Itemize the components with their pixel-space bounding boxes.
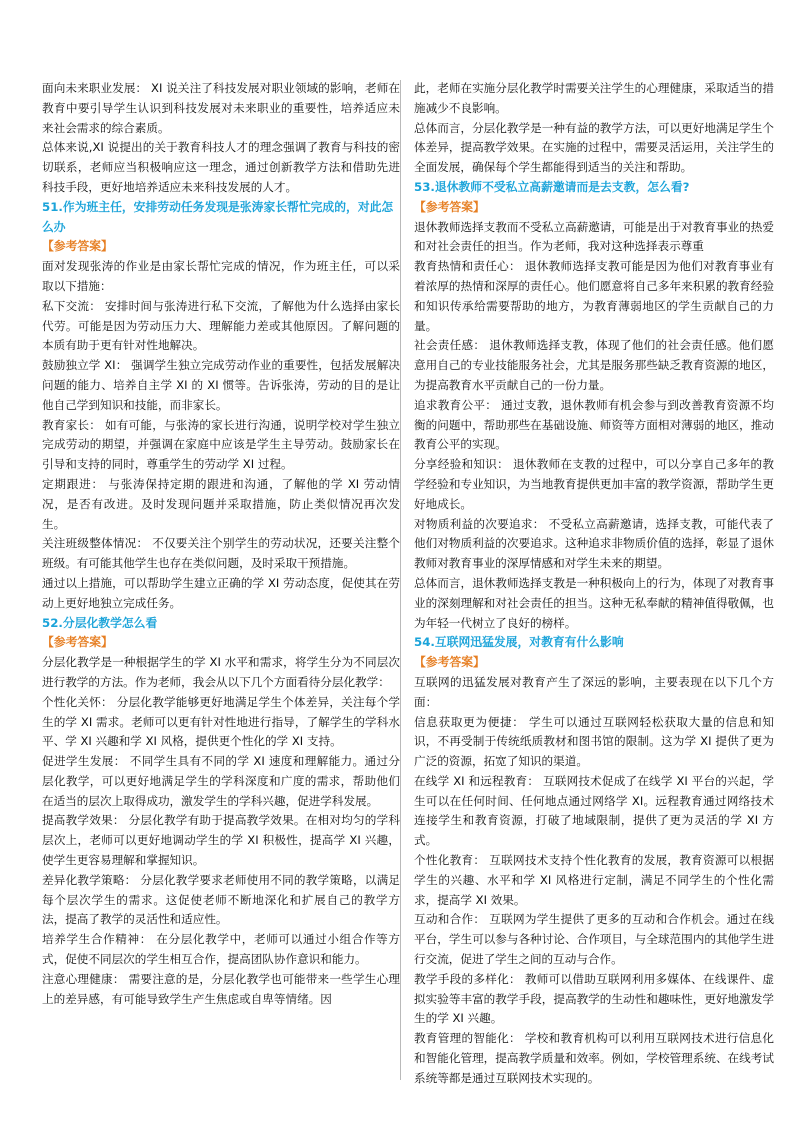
column-divider	[400, 80, 401, 1080]
paragraph: 教育管理的智能化： 学校和教育机构可以利用互联网技术进行信息化和智能化管理，提高教学质量和效率。例如，学校管理系统、在线考试系统等都是通过互联网技术实现的。	[414, 1031, 774, 1085]
question-heading: 52.分层化教学怎么看	[42, 615, 158, 630]
paragraph: 定期跟进： 与张涛保持定期的跟进和沟通，了解他的学 XI 劳动情况，是否有改进。及时发现问题并采取措施，防止类似情况再次发生。	[42, 476, 400, 531]
paragraph: 面对发现张涛的作业是由家长帮忙完成的情况，作为班主任，可以采取以下措施：	[42, 259, 400, 293]
paragraph: 教育家长： 如有可能，与张涛的家长进行沟通，说明学校对学生独立完成劳动的期望，并强调在家庭中应该是学生主导劳动。鼓励家长在引导和支持的同时，尊重学生的劳动学 XI 过程。	[42, 417, 400, 472]
reference-answer-label: 【参考答案】	[42, 239, 113, 254]
paragraph: 个性化教育： 互联网技术支持个性化教育的发展，教育资源可以根据学生的兴趣、水平和学 XI 风格进行定制，满足不同学生的个性化需求，提高学 XI 效果。	[414, 853, 774, 907]
paragraph: 分享经验和知识： 退休教师在支教的过程中，可以分享自己多年的教学经验和专业知识，为当地教育提供更加丰富的教学资源，帮助学生更好地成长。	[414, 457, 774, 511]
question-heading: 54.互联网迅猛发展，对教育有什么影响	[414, 635, 624, 650]
paragraph: 鼓励独立学 XI： 强调学生独立完成劳动作业的重要性，包括发展解决问题的能力、培养自主学 XI 的 XI 惯等。告诉张涛，劳动的目的是让他自己学到知识和技能，而非家长。	[42, 358, 400, 412]
paragraph: 信息获取更为便捷： 学生可以通过互联网轻松获取大量的信息和知识，不再受制于传统纸质教材和图书馆的限制。这为学 XI 提供了更为广泛的资源，拓宽了知识的渠道。	[414, 714, 774, 769]
paragraph: 差异化教学策略： 分层化教学要求老师使用不同的教学策略，以满足每个层次学生的需求。这促使老师不断地深化和扩展自己的教学方法，提高了教学的灵活性和适应性。	[42, 872, 400, 927]
paragraph: 提高教学效果： 分层化教学有助于提高教学效果。在相对均匀的学科层次上，老师可以更好地调动学生的学 XI 积极性，提高学 XI 兴趣，使学生更容易理解和掌握知识。	[42, 813, 400, 868]
question-heading: 51.作为班主任，安排劳动任务发现是张涛家长帮忙完成的，对此怎么办	[42, 199, 394, 234]
right-column	[414, 79, 774, 1089]
paragraph: 培养学生合作精神： 在分层化教学中，老师可以通过小组合作等方式，促使不同层次的学生相互合作，提高团队协作意识和能力。	[42, 932, 400, 967]
reference-answer-label: 【参考答案】	[414, 655, 485, 670]
paragraph: 关注班级整体情况： 不仅要关注个别学生的劳动状况，还要关注整个班级。有可能其他学生也存在类似问题，及时采取干预措施。	[42, 536, 400, 571]
paragraph: 总体而言，分层化教学是一种有益的教学方法，可以更好地满足学生个体差异，提高教学效果。在实施的过程中，需要灵活运用，关注学生的全面发展，确保每个学生都能得到适当的关注和帮助。	[414, 120, 774, 175]
paragraph: 在线学 XI 和远程教育： 互联网技术促成了在线学 XI 平台的兴起，学生可以在任何时间、任何地点通过网络学 XI。远程教育通过网络技术连接学生和教育资源，打破了地域限制，提供了更为灵活的学 XI 方式。	[414, 773, 774, 848]
reference-answer-label: 【参考答案】	[42, 635, 113, 650]
paragraph: 对物质利益的次要追求： 不受私立高薪邀请，选择支教，可能代表了他们对物质利益的次要追求。这种追求非物质价值的选择，彰显了退休教师对教育事业的深厚情感和对学生未来的期望。	[414, 516, 774, 571]
paragraph: 总体来说,XI 说提出的关于教育科技人才的理念强调了教育与科技的密切联系，老师应当积极响应这一理念，通过创新教学方法和借助先进科技手段，更好地培养适应未来科技发展的人才。	[42, 140, 400, 194]
paragraph: 教育热情和责任心： 退休教师选择支教可能是因为他们对教育事业有着浓厚的热情和深厚的责任心。他们愿意将自己多年来积累的教育经验和知识传承给需要帮助的地方，为教育薄弱地区的学生贡献自己的力量。	[414, 259, 774, 333]
reference-answer-label: 【参考答案】	[414, 199, 485, 214]
paragraph: 私下交流： 安排时间与张涛进行私下交流，了解他为什么选择由家长代劳。可能是因为劳动压力大、理解能力差或其他原因。了解问题的本质有助于更有针对性地解决。	[42, 298, 400, 353]
paragraph: 总体而言，退休教师选择支教是一种积极向上的行为，体现了对教育事业的深刻理解和对社会责任的担当。这种无私奉献的精神值得敬佩，也为年轻一代树立了良好的榜样。	[414, 575, 774, 630]
paragraph: 此，老师在实施分层化教学时需要关注学生的心理健康，采取适当的措施减少不良影响。	[414, 81, 774, 115]
paragraph: 互联网的迅猛发展对教育产生了深远的影响，主要表现在以下几个方面：	[414, 674, 774, 709]
paragraph: 社会责任感： 退休教师选择支教，体现了他们的社会责任感。他们愿意用自己的专业技能服务社会，尤其是服务那些缺乏教育资源的地区，为提高教育水平贡献自己的一份力量。	[414, 338, 774, 392]
paragraph: 分层化教学是一种根据学生的学 XI 水平和需求，将学生分为不同层次进行教学的方法。作为老师，我会从以下几个方面看待分层化教学：	[42, 655, 400, 689]
paragraph: 互动和合作： 互联网为学生提供了更多的互动和合作机会。通过在线平台，学生可以参与各种讨论、合作项目，与全球范围内的其他学生进行交流，促进了学生之间的互动与合作。	[414, 912, 774, 967]
paragraph: 追求教育公平： 通过支教，退休教师有机会参与到改善教育资源不均衡的问题中，帮助那些在基础设施、师资等方面相对薄弱的地区，推动教育公平的实现。	[414, 397, 774, 452]
question-heading: 53.退休教师不受私立高薪邀请而是去支教，怎么看?	[414, 179, 690, 194]
paragraph: 个性化关怀： 分层化教学能够更好地满足学生个体差异，关注每个学生的学 XI 需求。老师可以更有针对性地进行指导，了解学生的学科水平、学 XI 兴趣和学 XI 风格，提供更个性化的学 XI 支持。	[42, 694, 400, 749]
paragraph: 退休教师选择支教而不受私立高薪邀请，可能是出于对教育事业的热爱和对社会责任的担当。作为老师，我对这种选择表示尊重	[414, 219, 774, 254]
paragraph: 促进学生发展： 不同学生具有不同的学 XI 速度和理解能力。通过分层化教学，可以更好地满足学生的学科深度和广度的需求，帮助他们在适当的层次上取得成功，激发学生的学科兴趣，促进学科发展。	[42, 754, 400, 808]
paragraph: 注意心理健康： 需要注意的是，分层化教学也可能带来一些学生心理上的差异感，有可能导致学生产生焦虑或自卑等情绪。因	[42, 971, 400, 1006]
paragraph: 教学手段的多样化： 教师可以借助互联网利用多媒体、在线课件、虚拟实验等丰富的教学手段，提高教学的生动性和趣味性，更好地激发学生的学 XI 兴趣。	[414, 971, 774, 1026]
left-column	[42, 79, 400, 1009]
paragraph: 通过以上措施，可以帮助学生建立正确的学 XI 劳动态度，促使其在劳动上更好地独立完成任务。	[42, 575, 400, 610]
paragraph: 面向未来职业发展： XI 说关注了科技发展对职业领域的影响，老师在教育中要引导学生认识到科技发展对未来职业的重要性，培养适应未来社会需求的综合素质。	[42, 81, 400, 135]
